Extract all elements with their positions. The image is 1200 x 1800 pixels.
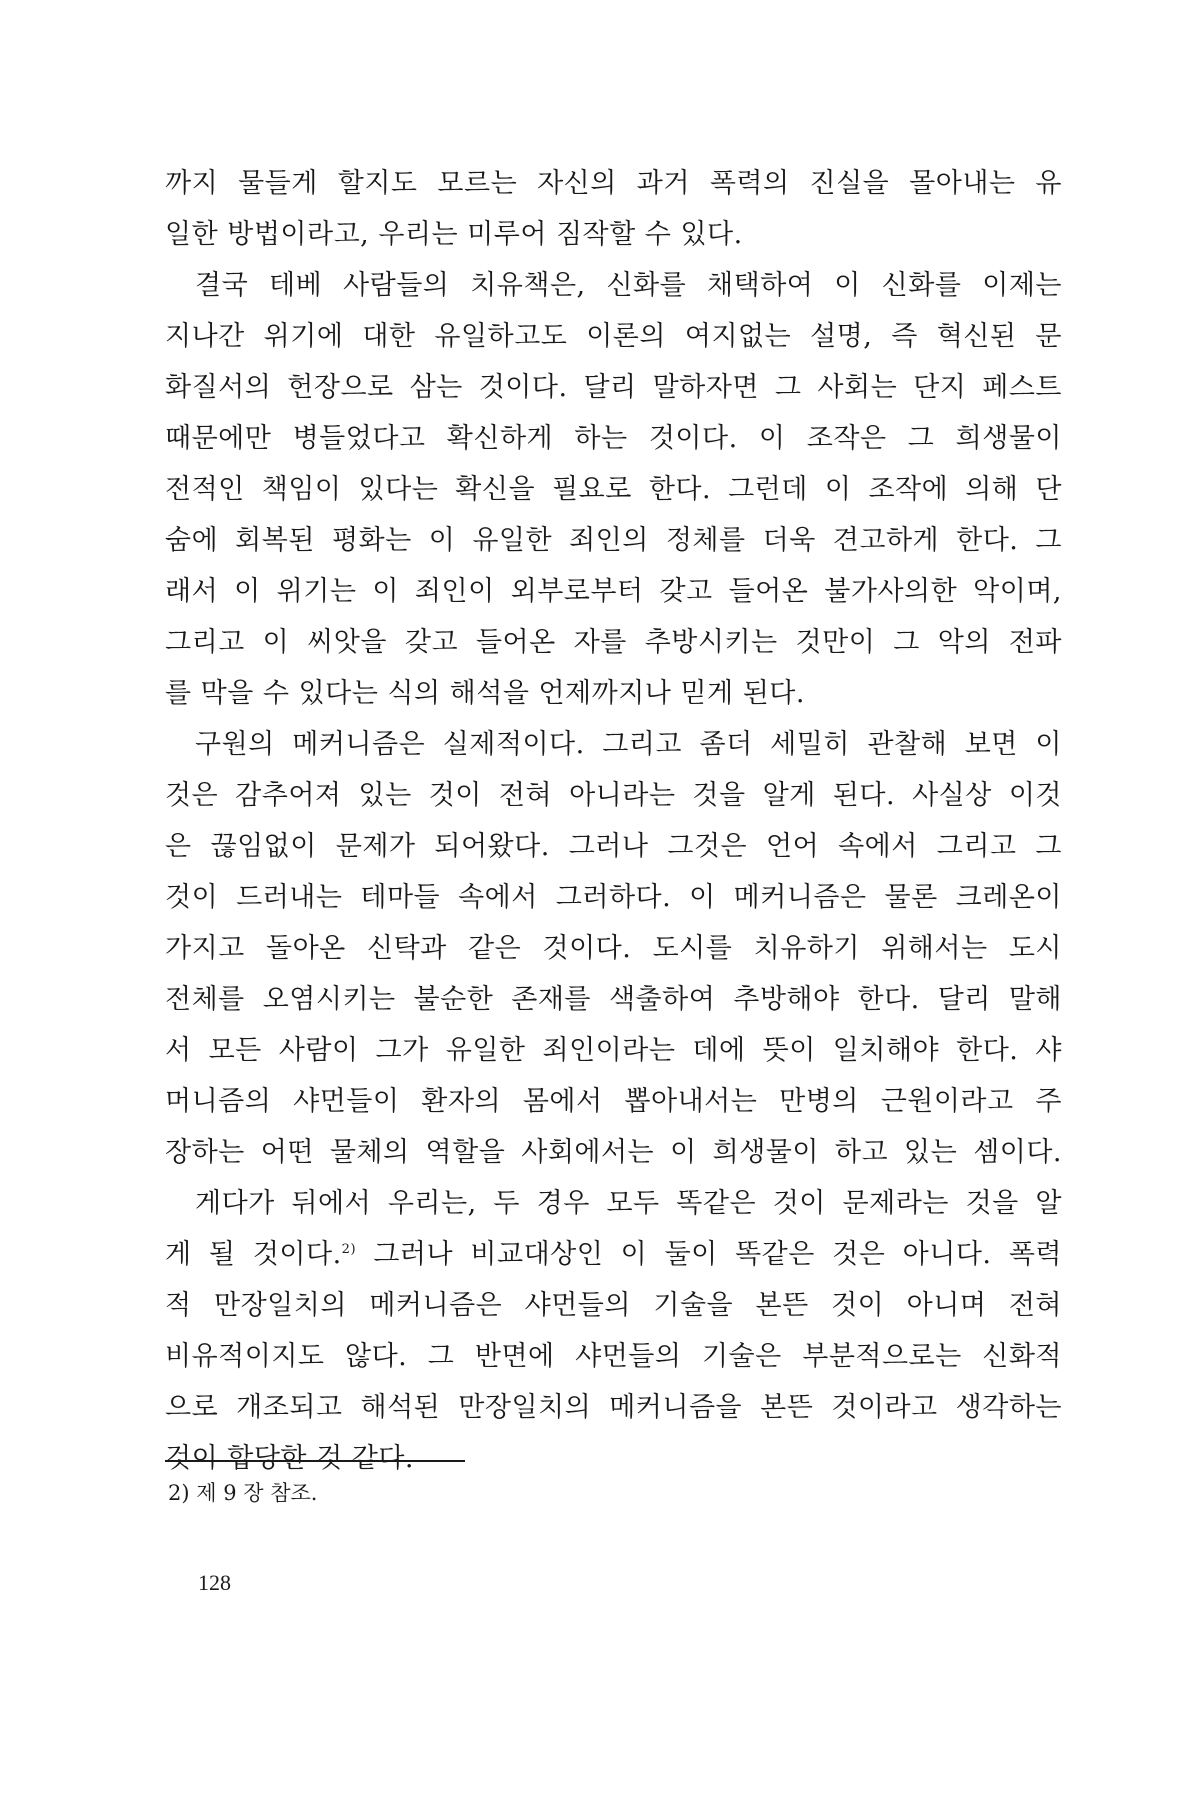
body-text bbox=[165, 158, 1062, 1484]
text-line: 전체를 오염시키는 불순한 존재를 색출하여 추방해야 한다. 달리 말해 bbox=[165, 984, 1062, 1015]
text-line: 지나간 위기에 대한 유일하고도 이론의 여지없는 설명, 즉 혁신된 문 bbox=[165, 321, 1062, 352]
footnote-reference: 2) bbox=[341, 1242, 357, 1257]
text-line: 서 모든 사람이 그가 유일한 죄인이라는 데에 뜻이 일치해야 한다. 샤 bbox=[165, 1035, 1062, 1066]
footnote-divider bbox=[165, 1460, 465, 1462]
text-line: 것이 드러내는 테마들 속에서 그러하다. 이 메커니즘은 물론 크레온이 bbox=[165, 882, 1062, 913]
text-line: 구원의 메커니즘은 실제적이다. 그리고 좀더 세밀히 관찰해 보면 이 bbox=[195, 729, 1062, 760]
text-line: 으로 개조되고 해석된 만장일치의 메커니즘을 본뜬 것이라고 생각하는 bbox=[165, 1392, 1062, 1423]
text-line: 숨에 회복된 평화는 이 유일한 죄인의 정체를 더욱 견고하게 한다. 그 bbox=[165, 525, 1062, 556]
footnote: 2) 제 9 장 참조. bbox=[168, 1481, 318, 1505]
text-line: 화질서의 헌장으로 삼는 것이다. 달리 말하자면 그 사회는 단지 페스트 bbox=[165, 372, 1062, 403]
text-line: 를 막을 수 있다는 식의 해석을 언제까지나 믿게 된다. bbox=[165, 678, 805, 709]
text-line: 일한 방법이라고, 우리는 미루어 짐작할 수 있다. bbox=[165, 219, 743, 250]
text-line: 게다가 뒤에서 우리는, 두 경우 모두 똑같은 것이 문제라는 것을 알 bbox=[195, 1188, 1062, 1219]
page-number: 128 bbox=[198, 1570, 231, 1595]
text-line: 머니즘의 샤먼들이 환자의 몸에서 뽑아내서는 만병의 근원이라고 주 bbox=[165, 1086, 1062, 1117]
text-line: 그리고 이 씨앗을 갖고 들어온 자를 추방시키는 것만이 그 악의 전파 bbox=[165, 627, 1062, 658]
text-line: 결국 테베 사람들의 치유책은, 신화를 채택하여 이 신화를 이제는 bbox=[195, 270, 1062, 301]
text-line: 것이 합당한 것 같다. bbox=[165, 1443, 414, 1474]
text-line: 은 끊임없이 문제가 되어왔다. 그러나 그것은 언어 속에서 그리고 그 bbox=[165, 831, 1062, 862]
text-line: 까지 물들게 할지도 모르는 자신의 과거 폭력의 진실을 몰아내는 유 bbox=[165, 168, 1062, 199]
text-line: 가지고 돌아온 신탁과 같은 것이다. 도시를 치유하기 위해서는 도시 bbox=[165, 933, 1062, 964]
text-line: 적 만장일치의 메커니즘은 샤먼들의 기술을 본뜬 것이 아니며 전혀 bbox=[165, 1290, 1062, 1321]
text-line: 비유적이지도 않다. 그 반면에 샤먼들의 기술은 부분적으로는 신화적 bbox=[165, 1341, 1062, 1372]
text-line: 래서 이 위기는 이 죄인이 외부로부터 갖고 들어온 불가사의한 악이며, bbox=[165, 576, 1062, 607]
text-line: 때문에만 병들었다고 확신하게 하는 것이다. 이 조작은 그 희생물이 bbox=[165, 423, 1062, 454]
text-line: 전적인 책임이 있다는 확신을 필요로 한다. 그런데 이 조작에 의해 단 bbox=[165, 474, 1062, 505]
text-line: 장하는 어떤 물체의 역할을 사회에서는 이 희생물이 하고 있는 셈이다. bbox=[165, 1137, 1062, 1168]
text-line-with-footnote bbox=[165, 1229, 1062, 1280]
text-line: 것은 감추어져 있는 것이 전혀 아니라는 것을 알게 된다. 사실상 이것 bbox=[165, 780, 1062, 811]
text-segment: 그러나 비교대상인 이 둘이 똑같은 것은 아니다. 폭력 bbox=[356, 1239, 1062, 1270]
text-segment: 게 될 것이다. bbox=[165, 1239, 342, 1270]
